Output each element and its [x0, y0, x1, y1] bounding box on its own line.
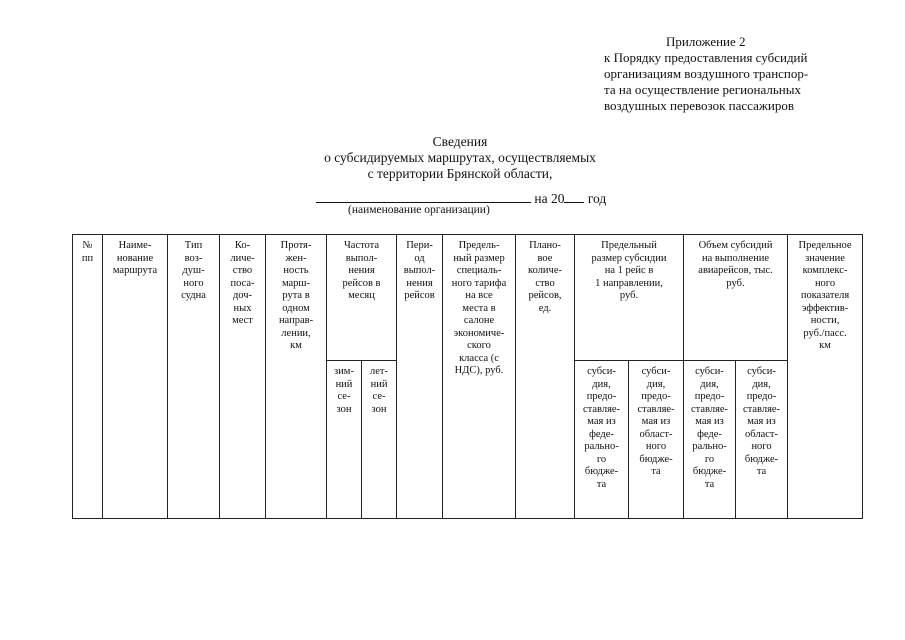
- appendix-line: организациям воздушного транспор-: [604, 66, 809, 81]
- header-route-name: Наиме- нование маршрута: [103, 235, 168, 519]
- appendix-line: та на осуществление региональных: [604, 82, 801, 97]
- header-aircraft-type: Тип воз- душ- ного судна: [168, 235, 220, 519]
- appendix-line: воздушных перевозок пассажиров: [604, 98, 794, 113]
- header-volume-regional: субси- дия, предо- ставляе- мая из област- ного бюдже- та: [736, 361, 788, 519]
- year-suffix: год: [587, 191, 607, 206]
- header-frequency-summer: лет- ний се- зон: [362, 361, 397, 519]
- header-flight-frequency: Частота выпол- нения рейсов в месяц: [327, 235, 397, 361]
- header-subsidy-max: Предельный размер субсидии на 1 рейс в 1 направлении, руб.: [575, 235, 684, 361]
- title-line: о субсидируемых маршрутах, осуществляемых: [324, 150, 596, 165]
- document-title: [250, 134, 670, 182]
- header-subsidy-federal: субси- дия, предо- ставляе- мая из феде- рально- го бюдже- та: [575, 361, 629, 519]
- title-line: Сведения: [432, 134, 488, 149]
- header-subsidy-regional: субси- дия, предо- ставляе- мая из област- ного бюдже- та: [629, 361, 684, 519]
- header-efficiency: Предельное значение комплекс- ного показателя эффектив- ности, руб./пасс. км: [788, 235, 863, 519]
- header-tariff: Предель- ный размер специаль- ного тарифа на все места в салоне экономиче- ского класса (с НДС), руб.: [443, 235, 516, 519]
- appendix-line: к Порядку предоставления субсидий: [604, 50, 808, 65]
- year-prefix: на 20: [534, 191, 565, 206]
- header-frequency-winter: зим- ний се- зон: [327, 361, 362, 519]
- header-period: Пери- од выпол- нения рейсов: [397, 235, 443, 519]
- organization-blank: [316, 190, 531, 203]
- appendix-line: Приложение 2: [666, 34, 746, 49]
- header-route-length: Протя- жен- ность марш- рута в одном направ- лении, км: [266, 235, 327, 519]
- header-volume-federal: субси- дия, предо- ставляе- мая из феде- рально- го бюдже- та: [684, 361, 736, 519]
- title-line: с территории Брянской области,: [367, 166, 553, 181]
- header-subsidy-volume: Объем субсидий на выполнение авиарейсов, тыс. руб.: [684, 235, 788, 361]
- organization-caption: (наименование организации): [348, 204, 490, 216]
- appendix-header: [604, 34, 894, 114]
- header-planned-flights: Плано- вое количе- ство рейсов, ед.: [516, 235, 575, 519]
- header-number: № пп: [73, 235, 103, 519]
- routes-table: [72, 234, 863, 519]
- year-blank: [564, 190, 584, 203]
- header-seats: Ко- личе- ство поса- доч- ных мест: [220, 235, 266, 519]
